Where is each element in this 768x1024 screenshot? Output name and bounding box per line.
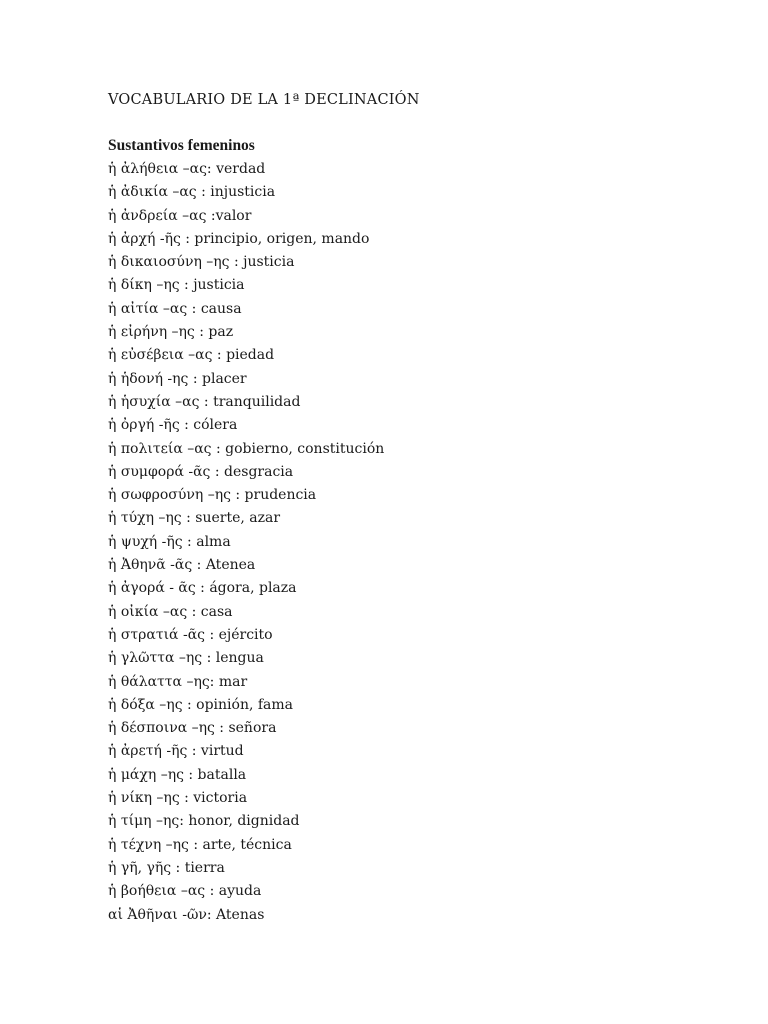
vocabulary-entry: ἡ ἀρχή -ῆς : principio, origen, mando — [108, 230, 370, 247]
vocabulary-entry: ἡ θάλαττα –ης: mar — [108, 673, 248, 690]
vocabulary-entry: ἡ νίκη –ης : victoria — [108, 790, 248, 807]
vocabulary-entry: ἡ ἡδονή -ης : placer — [108, 370, 247, 387]
vocabulary-entry: ἡ συμφορά -ᾶς : desgracia — [108, 463, 294, 480]
vocabulary-entry: ἡ σωφροσύνη –ης : prudencia — [108, 487, 317, 504]
vocabulary-entry: ἡ βοήθεια –ας : ayuda — [108, 883, 262, 900]
vocabulary-entry: ἡ ἀρετή -ῆς : virtud — [108, 743, 244, 760]
vocabulary-entry: ἡ πολιτεία –ας : gobierno, constitución — [108, 440, 385, 457]
vocabulary-entry: ἡ τίμη –ης: honor, dignidad — [108, 813, 300, 830]
vocabulary-entry: ἡ γῆ, γῆς : tierra — [108, 859, 225, 876]
vocabulary-entry: ἡ αἰτία –ας : causa — [108, 300, 242, 317]
vocabulary-entry: αἱ Ἀθῆναι -ῶν: Atenas — [108, 906, 265, 923]
vocabulary-list — [108, 158, 708, 927]
vocabulary-entry: ἡ δέσποινα –ης : señora — [108, 720, 277, 737]
vocabulary-entry: ἡ ὀργή -ῆς : cólera — [108, 417, 238, 434]
vocabulary-entry: ἡ δικαιοσύνη –ης : justicia — [108, 254, 295, 271]
vocabulary-entry: ἡ ἀδικία –ας : injusticia — [108, 184, 276, 201]
vocabulary-entry: ἡ οἰκία –ας : casa — [108, 603, 233, 620]
document-page — [108, 88, 708, 927]
vocabulary-entry: ἡ γλῶττα –ης : lengua — [108, 650, 264, 667]
vocabulary-entry: ἡ εὐσέβεια –ας : piedad — [108, 347, 275, 364]
section-heading: Sustantivos femeninos — [108, 137, 255, 154]
document-title: VOCABULARIO DE LA 1ª DECLINACIÓN — [108, 92, 420, 108]
vocabulary-entry: ἡ ἀνδρεία –ας :valor — [108, 207, 252, 224]
vocabulary-entry: ἡ ψυχή -ῆς : alma — [108, 533, 231, 550]
vocabulary-entry: ἡ δόξα –ης : opinión, fama — [108, 696, 294, 713]
vocabulary-entry: ἡ Ἀθηνᾶ -ᾶς : Atenea — [108, 557, 256, 574]
vocabulary-entry: ἡ μάχη –ης : batalla — [108, 766, 247, 783]
vocabulary-entry: ἡ δίκη –ης : justicia — [108, 277, 245, 294]
vocabulary-entry: ἡ ἀλήθεια –ας: verdad — [108, 161, 266, 177]
vocabulary-entry: ἡ ἀγορά - ᾶς : ágora, plaza — [108, 580, 297, 597]
vocabulary-entry: ἡ τύχη –ης : suerte, azar — [108, 510, 281, 527]
vocabulary-entry: ἡ ἡσυχία –ας : tranquilidad — [108, 393, 301, 410]
vocabulary-entry: ἡ στρατιά -ᾶς : ejército — [108, 626, 273, 643]
vocabulary-entry: ἡ εἰρήνη –ης : paz — [108, 324, 234, 341]
vocabulary-entry: ἡ τέχνη –ης : arte, técnica — [108, 836, 292, 853]
